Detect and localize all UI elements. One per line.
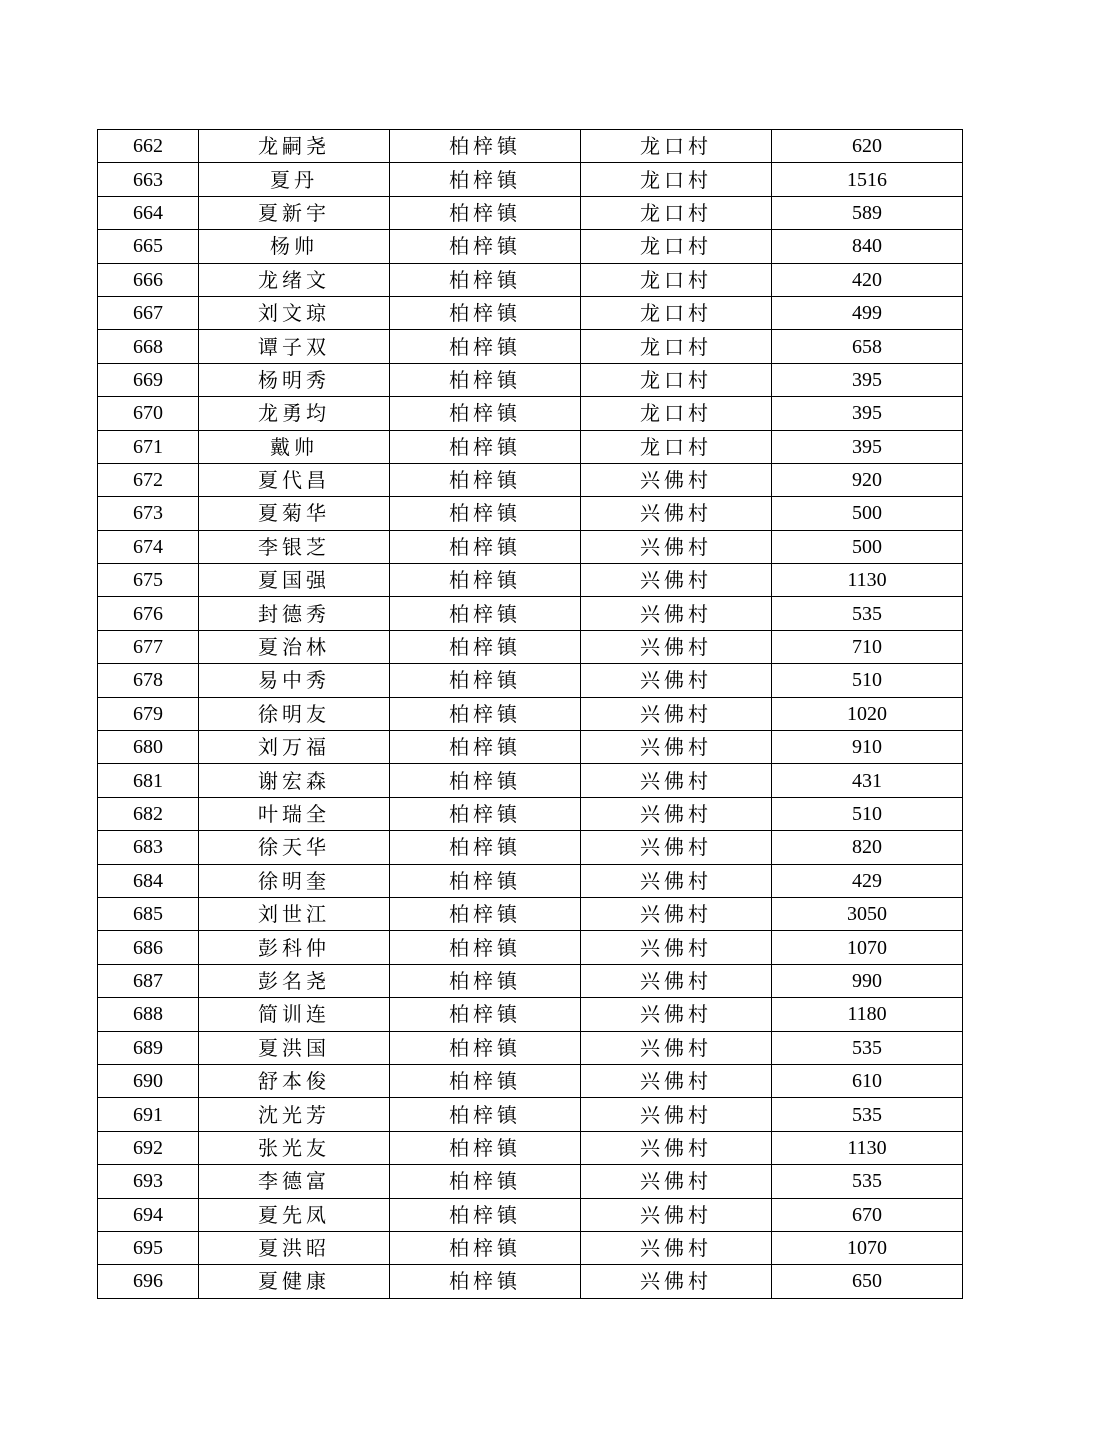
cell-amount: 670 xyxy=(772,1198,963,1231)
cell-town: 柏梓镇 xyxy=(390,1231,581,1264)
cell-town: 柏梓镇 xyxy=(390,964,581,997)
table-row xyxy=(98,163,963,196)
table-row xyxy=(98,630,963,663)
cell-number: 693 xyxy=(98,1165,199,1198)
cell-amount: 420 xyxy=(772,263,963,296)
table-row xyxy=(98,831,963,864)
cell-amount: 499 xyxy=(772,296,963,329)
cell-village: 兴佛村 xyxy=(581,998,772,1031)
cell-village: 龙口村 xyxy=(581,397,772,430)
cell-amount: 840 xyxy=(772,230,963,263)
cell-name: 沈光芳 xyxy=(199,1098,390,1131)
cell-number: 686 xyxy=(98,931,199,964)
cell-name: 夏国强 xyxy=(199,564,390,597)
cell-number: 676 xyxy=(98,597,199,630)
cell-amount: 535 xyxy=(772,1031,963,1064)
cell-number: 675 xyxy=(98,564,199,597)
cell-village: 龙口村 xyxy=(581,330,772,363)
table-row xyxy=(98,731,963,764)
cell-name: 龙绪文 xyxy=(199,263,390,296)
cell-town: 柏梓镇 xyxy=(390,564,581,597)
cell-number: 669 xyxy=(98,363,199,396)
cell-name: 夏菊华 xyxy=(199,497,390,530)
cell-amount: 535 xyxy=(772,1098,963,1131)
cell-amount: 3050 xyxy=(772,897,963,930)
cell-amount: 620 xyxy=(772,130,963,163)
cell-amount: 500 xyxy=(772,497,963,530)
cell-town: 柏梓镇 xyxy=(390,864,581,897)
cell-village: 兴佛村 xyxy=(581,530,772,563)
cell-town: 柏梓镇 xyxy=(390,530,581,563)
table-row xyxy=(98,1231,963,1264)
table-row xyxy=(98,797,963,830)
cell-name: 舒本俊 xyxy=(199,1064,390,1097)
cell-number: 671 xyxy=(98,430,199,463)
cell-town: 柏梓镇 xyxy=(390,1131,581,1164)
cell-number: 679 xyxy=(98,697,199,730)
cell-number: 691 xyxy=(98,1098,199,1131)
cell-name: 夏洪国 xyxy=(199,1031,390,1064)
cell-number: 666 xyxy=(98,263,199,296)
cell-amount: 1020 xyxy=(772,697,963,730)
cell-name: 简训连 xyxy=(199,998,390,1031)
table-row xyxy=(98,897,963,930)
table-row xyxy=(98,597,963,630)
table-row xyxy=(98,363,963,396)
cell-number: 672 xyxy=(98,463,199,496)
cell-amount: 1130 xyxy=(772,1131,963,1164)
cell-amount: 1130 xyxy=(772,564,963,597)
cell-number: 662 xyxy=(98,130,199,163)
cell-number: 692 xyxy=(98,1131,199,1164)
cell-number: 673 xyxy=(98,497,199,530)
cell-village: 兴佛村 xyxy=(581,630,772,663)
cell-name: 谭子双 xyxy=(199,330,390,363)
table-row xyxy=(98,230,963,263)
cell-amount: 510 xyxy=(772,664,963,697)
cell-amount: 1070 xyxy=(772,931,963,964)
cell-amount: 510 xyxy=(772,797,963,830)
cell-amount: 650 xyxy=(772,1265,963,1298)
cell-number: 694 xyxy=(98,1198,199,1231)
table-row xyxy=(98,864,963,897)
cell-name: 彭科仲 xyxy=(199,931,390,964)
cell-name: 叶瑞全 xyxy=(199,797,390,830)
table-row xyxy=(98,1031,963,1064)
cell-village: 兴佛村 xyxy=(581,831,772,864)
cell-amount: 500 xyxy=(772,530,963,563)
cell-amount: 658 xyxy=(772,330,963,363)
cell-town: 柏梓镇 xyxy=(390,630,581,663)
table-row xyxy=(98,564,963,597)
table-row xyxy=(98,430,963,463)
cell-number: 696 xyxy=(98,1265,199,1298)
cell-name: 杨明秀 xyxy=(199,363,390,396)
cell-amount: 990 xyxy=(772,964,963,997)
cell-village: 兴佛村 xyxy=(581,797,772,830)
cell-town: 柏梓镇 xyxy=(390,463,581,496)
cell-village: 兴佛村 xyxy=(581,1165,772,1198)
cell-town: 柏梓镇 xyxy=(390,1064,581,1097)
cell-town: 柏梓镇 xyxy=(390,831,581,864)
cell-village: 龙口村 xyxy=(581,263,772,296)
cell-town: 柏梓镇 xyxy=(390,1031,581,1064)
cell-name: 戴帅 xyxy=(199,430,390,463)
cell-town: 柏梓镇 xyxy=(390,330,581,363)
table-row xyxy=(98,463,963,496)
table-row xyxy=(98,296,963,329)
cell-amount: 431 xyxy=(772,764,963,797)
cell-amount: 1180 xyxy=(772,998,963,1031)
cell-amount: 589 xyxy=(772,196,963,229)
cell-town: 柏梓镇 xyxy=(390,1165,581,1198)
cell-amount: 710 xyxy=(772,630,963,663)
cell-village: 龙口村 xyxy=(581,163,772,196)
table-row xyxy=(98,1198,963,1231)
cell-number: 682 xyxy=(98,797,199,830)
cell-number: 695 xyxy=(98,1231,199,1264)
cell-name: 夏健康 xyxy=(199,1265,390,1298)
cell-number: 664 xyxy=(98,196,199,229)
table-row xyxy=(98,530,963,563)
cell-name: 易中秀 xyxy=(199,664,390,697)
cell-town: 柏梓镇 xyxy=(390,130,581,163)
cell-village: 龙口村 xyxy=(581,230,772,263)
cell-number: 683 xyxy=(98,831,199,864)
cell-town: 柏梓镇 xyxy=(390,230,581,263)
cell-number: 689 xyxy=(98,1031,199,1064)
table-row xyxy=(98,1098,963,1131)
table-row xyxy=(98,1265,963,1298)
cell-village: 兴佛村 xyxy=(581,1198,772,1231)
cell-amount: 910 xyxy=(772,731,963,764)
cell-name: 龙勇均 xyxy=(199,397,390,430)
cell-village: 兴佛村 xyxy=(581,697,772,730)
cell-village: 兴佛村 xyxy=(581,597,772,630)
cell-name: 龙嗣尧 xyxy=(199,130,390,163)
cell-amount: 535 xyxy=(772,597,963,630)
cell-number: 674 xyxy=(98,530,199,563)
cell-number: 690 xyxy=(98,1064,199,1097)
cell-number: 667 xyxy=(98,296,199,329)
cell-village: 兴佛村 xyxy=(581,1231,772,1264)
table-row xyxy=(98,1165,963,1198)
cell-amount: 1516 xyxy=(772,163,963,196)
cell-village: 兴佛村 xyxy=(581,1098,772,1131)
cell-number: 684 xyxy=(98,864,199,897)
cell-name: 封德秀 xyxy=(199,597,390,630)
roster-table-body xyxy=(98,130,963,1299)
cell-name: 夏代昌 xyxy=(199,463,390,496)
table-row xyxy=(98,497,963,530)
cell-village: 兴佛村 xyxy=(581,1031,772,1064)
cell-number: 687 xyxy=(98,964,199,997)
table-row xyxy=(98,196,963,229)
cell-name: 张光友 xyxy=(199,1131,390,1164)
cell-number: 668 xyxy=(98,330,199,363)
cell-village: 龙口村 xyxy=(581,430,772,463)
cell-village: 兴佛村 xyxy=(581,1064,772,1097)
cell-name: 彭名尧 xyxy=(199,964,390,997)
cell-village: 兴佛村 xyxy=(581,897,772,930)
cell-town: 柏梓镇 xyxy=(390,397,581,430)
cell-village: 兴佛村 xyxy=(581,564,772,597)
cell-village: 兴佛村 xyxy=(581,664,772,697)
cell-name: 夏丹 xyxy=(199,163,390,196)
table-row xyxy=(98,397,963,430)
cell-village: 兴佛村 xyxy=(581,463,772,496)
table-row xyxy=(98,664,963,697)
roster-table xyxy=(97,129,963,1299)
cell-town: 柏梓镇 xyxy=(390,897,581,930)
cell-name: 徐天华 xyxy=(199,831,390,864)
cell-town: 柏梓镇 xyxy=(390,430,581,463)
cell-number: 663 xyxy=(98,163,199,196)
table-row xyxy=(98,998,963,1031)
cell-village: 兴佛村 xyxy=(581,731,772,764)
cell-number: 678 xyxy=(98,664,199,697)
cell-town: 柏梓镇 xyxy=(390,1265,581,1298)
cell-name: 徐明友 xyxy=(199,697,390,730)
cell-amount: 1070 xyxy=(772,1231,963,1264)
table-row xyxy=(98,1131,963,1164)
cell-town: 柏梓镇 xyxy=(390,998,581,1031)
cell-name: 谢宏森 xyxy=(199,764,390,797)
cell-number: 681 xyxy=(98,764,199,797)
table-row xyxy=(98,330,963,363)
cell-town: 柏梓镇 xyxy=(390,764,581,797)
cell-number: 685 xyxy=(98,897,199,930)
cell-town: 柏梓镇 xyxy=(390,497,581,530)
cell-name: 刘世江 xyxy=(199,897,390,930)
cell-town: 柏梓镇 xyxy=(390,931,581,964)
cell-town: 柏梓镇 xyxy=(390,263,581,296)
cell-village: 兴佛村 xyxy=(581,764,772,797)
cell-village: 龙口村 xyxy=(581,196,772,229)
cell-village: 龙口村 xyxy=(581,130,772,163)
cell-town: 柏梓镇 xyxy=(390,731,581,764)
cell-name: 夏先凤 xyxy=(199,1198,390,1231)
cell-amount: 610 xyxy=(772,1064,963,1097)
cell-village: 龙口村 xyxy=(581,296,772,329)
cell-village: 兴佛村 xyxy=(581,931,772,964)
cell-name: 夏洪昭 xyxy=(199,1231,390,1264)
cell-town: 柏梓镇 xyxy=(390,363,581,396)
cell-village: 兴佛村 xyxy=(581,1265,772,1298)
table-row xyxy=(98,964,963,997)
cell-name: 夏治林 xyxy=(199,630,390,663)
cell-village: 兴佛村 xyxy=(581,1131,772,1164)
cell-name: 李德富 xyxy=(199,1165,390,1198)
cell-town: 柏梓镇 xyxy=(390,296,581,329)
table-row xyxy=(98,263,963,296)
cell-number: 680 xyxy=(98,731,199,764)
cell-name: 夏新宇 xyxy=(199,196,390,229)
cell-town: 柏梓镇 xyxy=(390,797,581,830)
cell-name: 刘万福 xyxy=(199,731,390,764)
table-row xyxy=(98,1064,963,1097)
cell-town: 柏梓镇 xyxy=(390,163,581,196)
cell-town: 柏梓镇 xyxy=(390,196,581,229)
cell-name: 杨帅 xyxy=(199,230,390,263)
cell-amount: 535 xyxy=(772,1165,963,1198)
cell-amount: 820 xyxy=(772,831,963,864)
cell-village: 兴佛村 xyxy=(581,497,772,530)
cell-name: 李银芝 xyxy=(199,530,390,563)
cell-name: 徐明奎 xyxy=(199,864,390,897)
cell-village: 兴佛村 xyxy=(581,864,772,897)
cell-number: 688 xyxy=(98,998,199,1031)
cell-number: 665 xyxy=(98,230,199,263)
cell-name: 刘文琼 xyxy=(199,296,390,329)
cell-amount: 395 xyxy=(772,430,963,463)
table-row xyxy=(98,931,963,964)
cell-town: 柏梓镇 xyxy=(390,664,581,697)
cell-amount: 920 xyxy=(772,463,963,496)
table-row xyxy=(98,764,963,797)
cell-number: 677 xyxy=(98,630,199,663)
cell-town: 柏梓镇 xyxy=(390,1098,581,1131)
cell-village: 龙口村 xyxy=(581,363,772,396)
cell-amount: 395 xyxy=(772,363,963,396)
cell-village: 兴佛村 xyxy=(581,964,772,997)
table-row xyxy=(98,697,963,730)
cell-town: 柏梓镇 xyxy=(390,597,581,630)
cell-town: 柏梓镇 xyxy=(390,1198,581,1231)
cell-amount: 429 xyxy=(772,864,963,897)
table-row xyxy=(98,130,963,163)
cell-amount: 395 xyxy=(772,397,963,430)
cell-town: 柏梓镇 xyxy=(390,697,581,730)
cell-number: 670 xyxy=(98,397,199,430)
